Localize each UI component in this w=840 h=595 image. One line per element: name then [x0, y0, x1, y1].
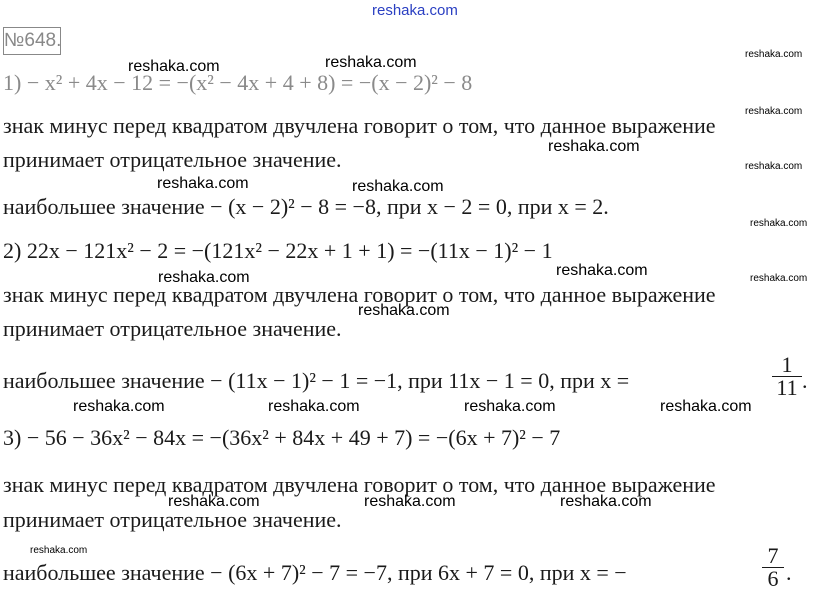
part3-result: наибольшее значение − (6x + 7)² − 7 = −7, при 6x + 7 = 0, при x = − [3, 560, 627, 585]
watermark: reshaka.com [556, 262, 648, 279]
part2-fraction-numerator: 1 [781, 352, 793, 377]
watermark: reshaka.com [268, 398, 360, 415]
part3-result-tail: . [786, 560, 792, 585]
part2-result-tail: . [802, 368, 808, 393]
watermark: reshaka.com [158, 269, 250, 286]
watermark: reshaka.com [358, 302, 450, 319]
watermark: reshaka.com [325, 54, 417, 71]
watermark: reshaka.com [73, 398, 165, 415]
part1-equation: 1) − x² + 4x − 12 = −(x² − 4x + 4 + 8) = −(x − 2)² − 8 [3, 70, 473, 95]
watermark-small: reshaka.com [750, 273, 808, 284]
part3-explain-line1: знак минус перед квадратом двучлена говорит о том, что данное выражение [3, 472, 716, 497]
part2-fraction [772, 354, 802, 399]
part2-result: наибольшее значение − (11x − 1)² − 1 = −1, при 11x − 1 = 0, при x = [3, 368, 630, 393]
watermark-small: reshaka.com [750, 218, 808, 229]
watermark: reshaka.com [352, 178, 444, 195]
watermark: reshaka.com [660, 398, 752, 415]
watermark: reshaka.com [128, 58, 220, 75]
part3-fraction [762, 545, 784, 590]
watermark-small: reshaka.com [745, 106, 803, 117]
part1-explain-line1: знак минус перед квадратом двучлена говорит о том, что данное выражение [3, 113, 716, 138]
part2-fraction-denominator: 11 [772, 376, 802, 399]
watermark: reshaka.com [168, 493, 260, 510]
part1-result: наибольшее значение − (x − 2)² − 8 = −8, при x − 2 = 0, при x = 2. [3, 194, 609, 219]
site-header-link[interactable]: reshaka.com [372, 2, 458, 19]
part2-explain-line1: знак минус перед квадратом двучлена говорит о том, что данное выражение [3, 282, 716, 307]
part2-equation: 2) 22x − 121x² − 2 = −(121x² − 22x + 1 + 1) = −(11x − 1)² − 1 [3, 238, 553, 263]
watermark: reshaka.com [464, 398, 556, 415]
part2-explain-line2: принимает отрицательное значение. [3, 316, 342, 341]
part3-fraction-numerator: 7 [767, 543, 779, 568]
part3-explain-line2: принимает отрицательное значение. [3, 507, 342, 532]
watermark-small: reshaka.com [745, 49, 803, 60]
problem-number: №648. [3, 27, 61, 55]
watermark: reshaka.com [157, 175, 249, 192]
part3-equation: 3) − 56 − 36x² − 84x = −(36x² + 84x + 49 + 7) = −(6x + 7)² − 7 [3, 425, 561, 450]
part3-fraction-denominator: 6 [762, 567, 784, 590]
watermark: reshaka.com [364, 493, 456, 510]
watermark-small: reshaka.com [30, 545, 88, 556]
part1-explain-line2: принимает отрицательное значение. [3, 147, 342, 172]
watermark: reshaka.com [548, 138, 640, 155]
watermark: reshaka.com [560, 493, 652, 510]
watermark-small: reshaka.com [745, 161, 803, 172]
